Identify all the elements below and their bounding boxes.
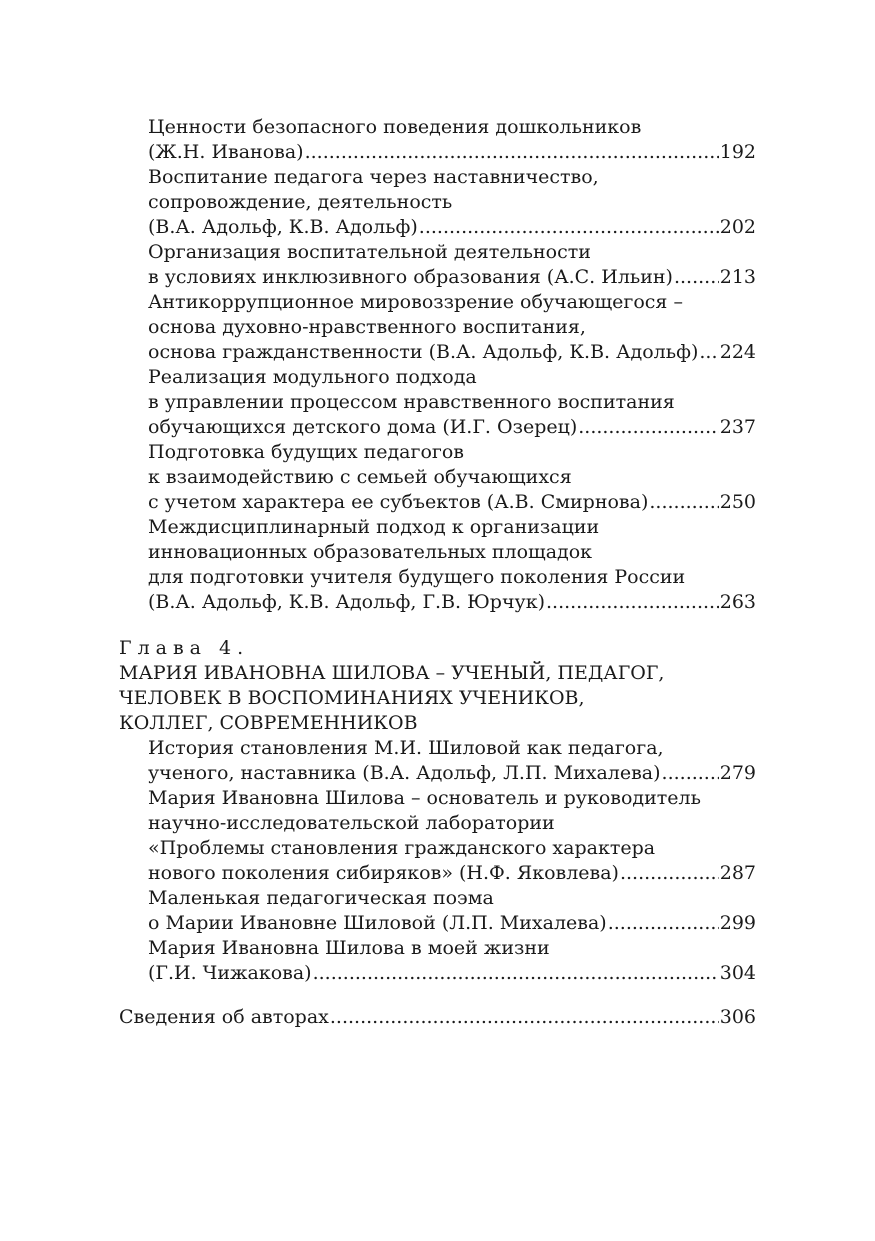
- page-number: 224: [719, 341, 756, 363]
- chapter-title-line: КОЛЛЕГ, СОВРЕМЕННИКОВ: [119, 712, 418, 734]
- section-title: Сведения об авторах: [119, 1006, 329, 1028]
- entry-author: ученого, наставника (В.А. Адольф, Л.П. Михалева): [148, 762, 661, 784]
- entry-leader-line: [119, 1005, 756, 1030]
- toc-entry[interactable]: [119, 515, 756, 615]
- dot-leader: [578, 415, 719, 440]
- dot-leader: [674, 265, 719, 290]
- entry-leader-line: [148, 961, 756, 986]
- entry-author: (В.А. Адольф, К.В. Адольф, Г.В. Юрчук): [148, 591, 545, 613]
- entry-title-line: сопровождение, деятельность: [148, 191, 453, 213]
- toc-entry[interactable]: [119, 440, 756, 515]
- chapter-heading[interactable]: [119, 636, 756, 736]
- toc-entry[interactable]: [119, 240, 756, 290]
- entry-title-line: инновационных образовательных площадок: [148, 541, 593, 563]
- entry-leader-line: [148, 265, 756, 290]
- entry-leader-line: [148, 340, 756, 365]
- toc-entry[interactable]: [119, 290, 756, 365]
- toc-entry[interactable]: [119, 736, 756, 786]
- entry-title-line: Воспитание педагога через наставничество,: [148, 166, 599, 188]
- dot-leader: [546, 590, 719, 615]
- entry-leader-line: [148, 761, 756, 786]
- entry-author: о Марии Ивановне Шиловой (Л.П. Михалева): [148, 912, 607, 934]
- chapter-title-line: ЧЕЛОВЕК В ВОСПОМИНАНИЯХ УЧЕНИКОВ,: [119, 687, 585, 709]
- entry-title-line: для подготовки учителя будущего поколения России: [148, 566, 686, 588]
- entry-title-line: Мария Ивановна Шилова в моей жизни: [148, 937, 550, 959]
- entry-leader-line: [148, 861, 756, 886]
- entry-author: (Г.И. Чижакова): [148, 962, 312, 984]
- page-number: 237: [719, 416, 756, 438]
- page-number: 299: [719, 912, 756, 934]
- entry-leader-line: [148, 140, 756, 165]
- dot-leader: [419, 215, 719, 240]
- toc-entry[interactable]: [119, 886, 756, 936]
- entry-title-line: к взаимодействию с семьей обучающихся: [148, 466, 572, 488]
- entry-title-line: «Проблемы становления гражданского характера: [148, 837, 656, 859]
- entry-leader-line: [148, 490, 756, 515]
- page-number: 304: [719, 962, 756, 984]
- page-number: 250: [719, 491, 756, 513]
- entry-leader-line: [148, 911, 756, 936]
- entry-title-line: История становления М.И. Шиловой как педагога,: [148, 737, 664, 759]
- entry-title-line: в управлении процессом нравственного воспитания: [148, 391, 675, 413]
- entry-title-line: научно-исследовательской лаборатории: [148, 812, 555, 834]
- toc-entry-authors[interactable]: [119, 1005, 756, 1030]
- chapter-title-line: МАРИЯ ИВАНОВНА ШИЛОВА – УЧЕНЫЙ, ПЕДАГОГ,: [119, 662, 665, 684]
- entry-leader-line: [148, 215, 756, 240]
- entry-author: (В.А. Адольф, К.В. Адольф): [148, 216, 418, 238]
- entry-title-line: Ценности безопасного поведения дошкольников: [148, 116, 642, 138]
- toc-entry[interactable]: [119, 115, 756, 165]
- dot-leader: [608, 911, 719, 936]
- toc-entry[interactable]: [119, 786, 756, 886]
- page-number: 213: [719, 266, 756, 288]
- entry-title-line: Мария Ивановна Шилова – основатель и руководитель: [148, 787, 701, 809]
- dot-leader: [620, 861, 719, 886]
- page-number: 263: [719, 591, 756, 613]
- page-number: 287: [719, 862, 756, 884]
- dot-leader: [699, 340, 718, 365]
- entry-title-line: Реализация модульного подхода: [148, 366, 477, 388]
- entry-title-line: Междисциплинарный подход к организации: [148, 516, 600, 538]
- table-of-contents: [119, 115, 756, 1030]
- entry-author: (Ж.Н. Иванова): [148, 141, 304, 163]
- toc-entry[interactable]: [119, 165, 756, 240]
- entry-title-line: Подготовка будущих педагогов: [148, 441, 464, 463]
- entry-author: в условиях инклюзивного образования (А.С. Ильин): [148, 266, 673, 288]
- entry-title-line: Организация воспитательной деятельности: [148, 241, 591, 263]
- entry-author: с учетом характера ее субъектов (А.В. Смирнова): [148, 491, 649, 513]
- toc-entry[interactable]: [119, 936, 756, 986]
- dot-leader: [313, 961, 719, 986]
- dot-leader: [330, 1005, 719, 1030]
- entry-author: обучающихся детского дома (И.Г. Озерец): [148, 416, 578, 438]
- chapter-label: Глава 4.: [119, 637, 250, 659]
- entry-title-line: Антикоррупционное мировоззрение обучающегося –: [148, 291, 683, 313]
- dot-leader: [662, 761, 719, 786]
- page-number: 202: [719, 216, 756, 238]
- entry-leader-line: [148, 590, 756, 615]
- toc-entry[interactable]: [119, 365, 756, 440]
- dot-leader: [305, 140, 719, 165]
- entry-title-line: основа духовно-нравственного воспитания,: [148, 316, 586, 338]
- entry-author: основа гражданственности (В.А. Адольф, К.В. Адольф): [148, 341, 699, 363]
- entry-leader-line: [148, 415, 756, 440]
- entry-title-line: Маленькая педагогическая поэма: [148, 887, 494, 909]
- entry-author: нового поколения сибиряков» (Н.Ф. Яковлева): [148, 862, 619, 884]
- page-number: 279: [719, 762, 756, 784]
- dot-leader: [649, 490, 718, 515]
- page-number: 192: [719, 141, 756, 163]
- page-number: 306: [719, 1006, 756, 1028]
